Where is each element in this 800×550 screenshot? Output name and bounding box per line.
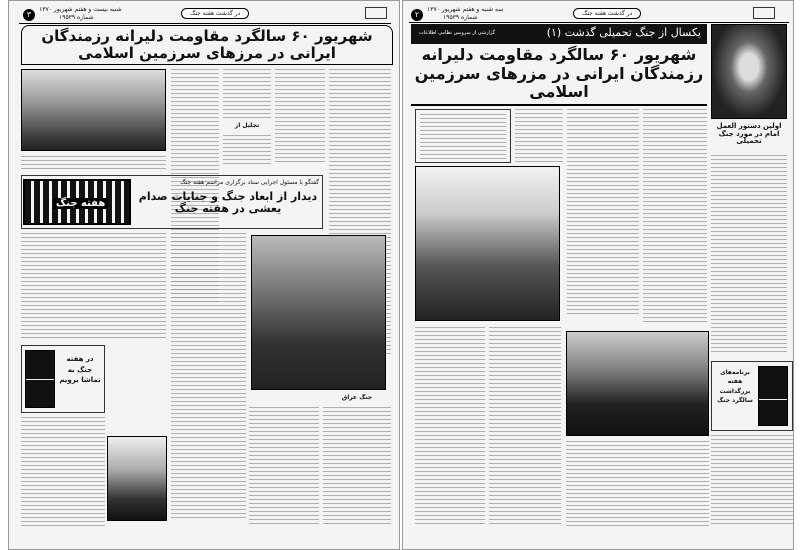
page-number: ۲: [411, 9, 423, 21]
section-badge: در گذشت هفته جنگ: [573, 8, 641, 19]
headline: شهریور ۶۰ سالگرد مقاومت دلیرانه رزمندگان ایرانی در مرزهای سرزمین اسلامی: [21, 25, 393, 65]
newspaper-logo: [753, 7, 775, 19]
battle-photo: [251, 235, 386, 390]
war-week-logo: هفته جنگ: [23, 179, 131, 225]
promo-box: در هفته جنگ به تماشا برویم: [21, 345, 105, 413]
interview-title: دیدار از ابعاد جنگ و جنایات صدام یعشی در هفته جنگ: [138, 190, 318, 216]
headline-line1: شهریور ۶۰ سالگرد مقاومت دلیرانه: [421, 45, 697, 64]
date-line: سه شنبه و هفتم شهریور ۱۳۷۰: [427, 6, 504, 13]
date-line: شنبه بیست و هفتم شهریور ۱۳۷۰: [39, 6, 122, 13]
section-badge: در گذشت هفته جنگ: [181, 8, 249, 19]
issue-line: شماره ۱۹۵۳۹: [59, 14, 94, 21]
victory-soldiers-photo: [415, 166, 560, 321]
soldiers-photo: [21, 69, 166, 151]
combat-photo: [566, 331, 709, 436]
headline-line2: رزمندگان ایرانی در مزرهای سرزمین اسلامی: [414, 64, 704, 101]
right-newspaper-page: [402, 0, 794, 550]
kicker-bar: یکسال از جنگ تحمیلی گذشت (۱) گزارشی از سرویس نظامی اطلاعات: [411, 24, 707, 44]
tank-photo: [107, 436, 167, 521]
newspaper-logo: [365, 7, 387, 19]
khomeini-portrait: [711, 24, 787, 119]
promo-box: برنامه‌های هفته بزرگداشت سالگرد جنگ: [711, 361, 793, 431]
issue-line: شماره ۱۹۵۳۹: [443, 14, 478, 21]
poster-thumbnail: [25, 350, 55, 408]
left-newspaper-page: [8, 0, 400, 550]
interview-kicker: گفتگو با مسئول اجرایی ستاد برگزاری مراسم هفته جنگ: [180, 179, 319, 186]
sidebar-caption: اولین دستور العمل امام در مورد جنگ تحمیلی: [716, 122, 782, 146]
page-number: ۳: [23, 9, 35, 21]
poster-thumbnail: [758, 366, 788, 426]
subhead: جنگ عراق: [341, 394, 373, 401]
subhead: تجلیل از: [234, 122, 260, 129]
